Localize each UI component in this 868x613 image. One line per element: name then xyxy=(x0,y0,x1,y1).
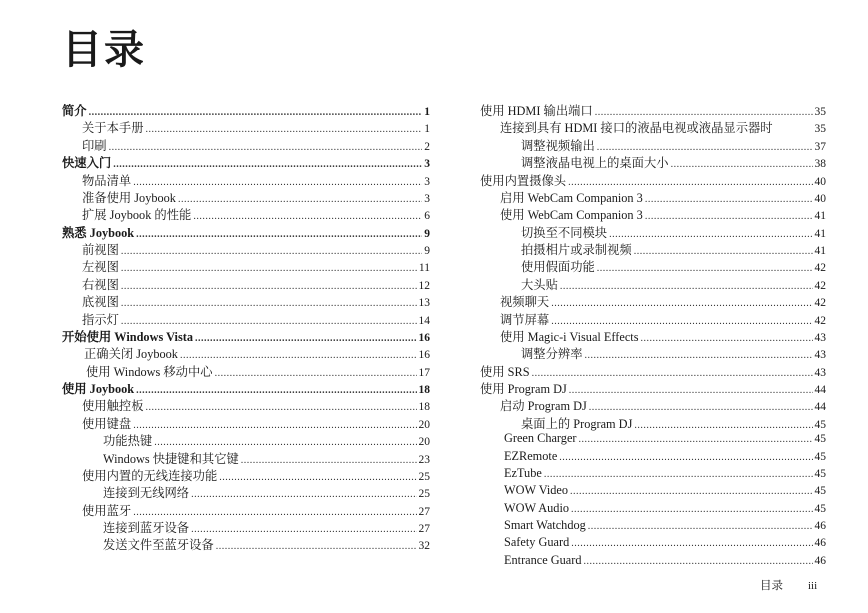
dot-leader xyxy=(595,107,813,118)
toc-entry-title: WOW Video xyxy=(504,483,569,498)
dot-leader xyxy=(568,177,812,188)
toc-entry-title: 熟悉 Joybook xyxy=(62,225,135,240)
toc-entry-title: 左视图 xyxy=(82,260,119,275)
toc-entry-title: Safety Guard xyxy=(504,535,570,550)
toc-entry-page: 1 xyxy=(424,106,430,118)
dot-leader xyxy=(544,469,813,480)
toc-entry-page: 42 xyxy=(814,314,826,327)
dot-leader xyxy=(571,504,812,515)
toc-entry-title: 功能热键 xyxy=(103,434,153,449)
toc-entry-page: 9 xyxy=(424,245,430,257)
toc-entry-title: 使用 Windows 移动中心 xyxy=(86,364,213,379)
dot-leader xyxy=(532,368,813,379)
toc-entry[interactable] xyxy=(480,101,826,118)
toc-entry[interactable] xyxy=(480,535,826,552)
toc-entry-page: 3 xyxy=(424,175,430,188)
dot-leader xyxy=(645,211,813,222)
toc-entry[interactable] xyxy=(62,501,430,518)
toc-entry-title: 使用 Program DJ xyxy=(480,382,567,396)
toc-entry-page: 35 xyxy=(814,106,826,118)
toc-entry[interactable] xyxy=(480,171,826,188)
toc-entry-page: 46 xyxy=(814,554,826,567)
dot-leader xyxy=(219,472,416,483)
toc-entry[interactable] xyxy=(62,483,430,500)
dot-leader xyxy=(191,524,416,535)
dot-leader xyxy=(559,452,812,463)
toc-entry[interactable] xyxy=(480,118,826,135)
toc-entry[interactable] xyxy=(480,483,826,500)
dot-leader xyxy=(597,263,813,274)
dot-leader xyxy=(133,177,422,188)
dot-leader xyxy=(634,246,813,257)
dot-leader xyxy=(121,246,422,257)
toc-entry-title: 右视图 xyxy=(82,277,119,292)
dot-leader xyxy=(241,455,417,466)
toc-entry[interactable] xyxy=(480,153,826,170)
toc-entry[interactable] xyxy=(62,449,430,466)
dot-leader xyxy=(585,350,813,361)
dot-leader xyxy=(113,159,422,170)
toc-entry-title: 关于本手册 xyxy=(82,121,144,136)
toc-entry-title: 使用内置摄像头 xyxy=(480,173,567,188)
dot-leader xyxy=(121,281,417,292)
toc-entry[interactable] xyxy=(62,466,430,483)
toc-entry-page: 11 xyxy=(418,262,430,275)
dot-leader xyxy=(584,556,813,567)
toc-entry-page: 40 xyxy=(814,192,826,205)
toc-entry-title: 调整液晶电视上的桌面大小 xyxy=(521,156,669,171)
dot-leader xyxy=(216,541,417,552)
toc-entry-page: 23 xyxy=(418,453,430,466)
toc-entry[interactable] xyxy=(62,431,430,448)
dot-leader xyxy=(589,402,813,413)
toc-entry-page: 44 xyxy=(814,384,826,396)
dot-leader xyxy=(569,385,813,396)
dot-leader xyxy=(551,316,812,327)
toc-entry-page: 40 xyxy=(814,175,826,188)
toc-entry[interactable] xyxy=(62,535,430,552)
toc-entry-page: 41 xyxy=(814,245,826,257)
toc-entry-title: 连接到蓝牙设备 xyxy=(103,521,190,535)
toc-entry-title: 桌面上的 Program DJ xyxy=(521,416,633,431)
toc-entry[interactable] xyxy=(62,275,430,292)
toc-entry-page: 3 xyxy=(424,192,430,205)
toc-entry-title: 使用 HDMI 输出端口 xyxy=(480,104,593,118)
toc-entry-title: 使用内置的无线连接功能 xyxy=(82,468,218,483)
toc-entry-page: 45 xyxy=(814,467,826,480)
toc-entry-title: 调整分辨率 xyxy=(521,347,583,362)
toc-entry-title: 扩展 Joybook 的性能 xyxy=(82,208,192,223)
dot-leader xyxy=(89,107,423,118)
toc-entry-title: 使用 WebCam Companion 3 xyxy=(500,208,643,223)
dot-leader xyxy=(215,368,417,379)
toc-entry[interactable] xyxy=(62,310,430,327)
toc-entry-title: 使用键盘 xyxy=(82,416,132,431)
toc-entry[interactable] xyxy=(480,136,826,153)
toc-entry[interactable] xyxy=(480,223,826,240)
toc-entry-page: 45 xyxy=(814,418,826,431)
toc-entry-page: 17 xyxy=(418,366,430,379)
toc-entry-title: EZRemote xyxy=(504,448,558,463)
toc-entry-title: 正确关闭 Joybook xyxy=(84,347,178,362)
dot-leader xyxy=(146,124,423,135)
toc-entry[interactable] xyxy=(62,188,430,205)
toc-entry-page: 16 xyxy=(418,349,430,362)
dot-leader xyxy=(146,402,417,413)
toc-entry[interactable] xyxy=(480,449,826,466)
dot-leader xyxy=(195,333,417,344)
toc-entry-page: 13 xyxy=(418,297,430,310)
toc-entry-page: 20 xyxy=(418,418,430,431)
toc-entry-page: 9 xyxy=(424,227,430,240)
toc-entry-page: 18 xyxy=(418,401,430,414)
toc-entry[interactable] xyxy=(480,257,826,274)
toc-entry[interactable] xyxy=(62,118,430,135)
toc-entry-page: 1 xyxy=(424,123,430,136)
toc-entry-title: 拍摄相片或录制视频 xyxy=(521,243,632,257)
toc-entry-page: 43 xyxy=(814,349,826,362)
toc-entry[interactable] xyxy=(62,205,430,222)
toc-entry-title: 前视图 xyxy=(82,243,119,257)
toc-entry-page: 20 xyxy=(418,436,430,449)
toc-entry[interactable] xyxy=(480,240,826,257)
toc-entry[interactable] xyxy=(62,240,430,257)
toc-entry-title: 物品清单 xyxy=(82,173,132,188)
toc-entry-page: 25 xyxy=(418,488,430,501)
toc-entry[interactable] xyxy=(62,327,430,344)
toc-entry-title: 视频聊天 xyxy=(500,295,550,310)
toc-entry[interactable] xyxy=(480,466,826,483)
toc-entry-title: 大头贴 xyxy=(521,277,558,292)
toc-entry[interactable] xyxy=(62,257,430,274)
dot-leader xyxy=(597,142,813,153)
toc-entry-page: 41 xyxy=(814,227,826,240)
toc-entry-page: 44 xyxy=(814,401,826,414)
toc-entry[interactable] xyxy=(62,292,430,309)
dot-leader xyxy=(560,281,813,292)
toc-entry-title: 使用 Magic-i Visual Effects xyxy=(500,329,639,344)
dot-leader xyxy=(121,316,417,327)
toc-entry-page: 16 xyxy=(418,331,430,344)
toc-entry[interactable] xyxy=(62,136,430,153)
toc-entry[interactable] xyxy=(480,344,826,361)
toc-entry[interactable] xyxy=(480,188,826,205)
toc-entry[interactable] xyxy=(62,362,430,379)
toc-entry-title: 切换至不同模块 xyxy=(521,225,608,240)
toc-entry-page: 32 xyxy=(418,540,430,553)
toc-entry-page: 27 xyxy=(418,505,430,518)
toc-entry-title: 连接到具有 HDMI 接口的液晶电视或液晶显示器时 xyxy=(500,121,773,136)
toc-entry-title: 使用触控板 xyxy=(82,399,144,414)
toc-entry[interactable] xyxy=(480,275,826,292)
toc-entry-page: 45 xyxy=(814,433,826,446)
toc-entry-page: 42 xyxy=(814,262,826,275)
dot-leader xyxy=(133,507,416,518)
toc-entry[interactable] xyxy=(62,518,430,535)
toc-left-column xyxy=(62,101,430,553)
dot-leader xyxy=(136,385,416,396)
page-title: 目录 xyxy=(62,27,146,73)
dot-leader xyxy=(634,420,812,431)
toc-entry[interactable] xyxy=(480,396,826,413)
toc-entry[interactable] xyxy=(62,414,430,431)
dot-leader xyxy=(178,194,422,205)
toc-entry[interactable] xyxy=(62,396,430,413)
toc-entry-title: 发送文件至蓝牙设备 xyxy=(103,538,214,553)
toc-entry-title: Windows 快捷键和其它键 xyxy=(103,451,239,466)
toc-entry-page: 18 xyxy=(418,384,430,396)
toc-entry-page: 45 xyxy=(814,450,826,463)
toc-entry-page: 35 xyxy=(814,123,826,136)
dot-leader xyxy=(154,437,416,448)
dot-leader xyxy=(136,229,422,240)
toc-entry[interactable] xyxy=(62,344,430,361)
toc-entry-title: 简介 xyxy=(62,104,87,118)
toc-entry-page: 14 xyxy=(418,314,430,327)
toc-right-column xyxy=(480,101,826,570)
toc-entry-title: Entrance Guard xyxy=(504,552,582,567)
toc-entry[interactable] xyxy=(480,327,826,344)
toc-entry[interactable] xyxy=(62,171,430,188)
toc-entry[interactable] xyxy=(480,310,826,327)
dot-leader xyxy=(191,489,416,500)
toc-entry-page: 43 xyxy=(814,331,826,344)
toc-entry-page: 37 xyxy=(814,140,826,153)
dot-leader xyxy=(133,420,416,431)
toc-entry-page: 45 xyxy=(814,485,826,498)
dot-leader xyxy=(645,194,813,205)
dot-leader xyxy=(640,333,812,344)
toc-entry[interactable] xyxy=(62,379,430,396)
toc-entry-title: 准备使用 Joybook xyxy=(82,190,176,205)
toc-entry-title: 调整视频输出 xyxy=(521,138,595,153)
dot-leader xyxy=(579,434,813,445)
dot-leader xyxy=(571,538,812,549)
dot-leader xyxy=(671,159,813,170)
dot-leader xyxy=(570,486,812,497)
toc-entry-title: 快速入门 xyxy=(62,156,112,171)
toc-entry[interactable] xyxy=(62,101,430,118)
page-footer xyxy=(760,577,817,593)
toc-entry-page: 46 xyxy=(814,537,826,550)
dot-leader xyxy=(121,263,417,274)
toc-entry[interactable] xyxy=(480,501,826,518)
toc-entry-page: 3 xyxy=(424,158,430,171)
toc-entry-page: 45 xyxy=(814,502,826,515)
footer-label: 目录 xyxy=(760,578,783,592)
toc-entry[interactable] xyxy=(480,553,826,570)
toc-entry[interactable] xyxy=(480,518,826,535)
toc-entry-page: 6 xyxy=(424,210,430,223)
toc-entry-page: 41 xyxy=(814,210,826,223)
toc-entry-title: 开始使用 Windows Vista xyxy=(62,329,193,344)
toc-entry-title: 连接到无线网络 xyxy=(103,486,190,501)
toc-entry-page: 27 xyxy=(418,523,430,535)
toc-entry-page: 42 xyxy=(814,297,826,310)
toc-entry-title: WOW Audio xyxy=(504,500,570,515)
dot-leader xyxy=(551,298,812,309)
dot-leader xyxy=(180,350,417,361)
toc-entry[interactable] xyxy=(480,379,826,396)
toc-entry-title: 使用蓝牙 xyxy=(82,503,132,518)
toc-entry-page: 46 xyxy=(814,520,826,532)
toc-entry-page: 42 xyxy=(814,279,826,292)
toc-entry-page: 25 xyxy=(418,470,430,483)
toc-entry-title: 使用 SRS xyxy=(480,364,530,379)
dot-leader xyxy=(609,229,812,240)
toc-entry-page: 12 xyxy=(418,279,430,292)
dot-leader xyxy=(109,142,423,153)
toc-entry-title: 底视图 xyxy=(82,295,119,310)
footer-page-number: iii xyxy=(808,580,818,592)
toc-entry-page: 2 xyxy=(424,140,430,153)
toc-entry-title: 调节屏幕 xyxy=(500,312,550,327)
toc-entry-title: 启动 Program DJ xyxy=(500,399,587,414)
toc-entry-page: 43 xyxy=(814,366,826,379)
toc-entry[interactable] xyxy=(480,292,826,309)
toc-entry[interactable] xyxy=(62,153,430,170)
toc-entry-page: 38 xyxy=(814,158,826,171)
toc-entry-title: 印刷 xyxy=(82,138,107,153)
toc-entry-title: 启用 WebCam Companion 3 xyxy=(500,190,643,205)
dot-leader xyxy=(121,298,417,309)
dot-leader xyxy=(193,211,422,222)
toc-entry[interactable] xyxy=(480,362,826,379)
toc-entry[interactable] xyxy=(480,205,826,222)
toc-entry[interactable] xyxy=(62,223,430,240)
toc-entry-title: Smart Watchdog xyxy=(504,518,586,532)
toc-entry-title: 使用假面功能 xyxy=(521,260,595,275)
toc-entry-title: EzTube xyxy=(504,465,542,480)
toc-entry[interactable] xyxy=(480,414,826,431)
toc-entry-title: 使用 Joybook xyxy=(62,382,135,396)
toc-entry-title: Green Charger xyxy=(504,431,577,446)
toc-entry-title: 指示灯 xyxy=(82,312,119,327)
dot-leader xyxy=(588,521,813,532)
toc-entry[interactable] xyxy=(480,431,826,448)
